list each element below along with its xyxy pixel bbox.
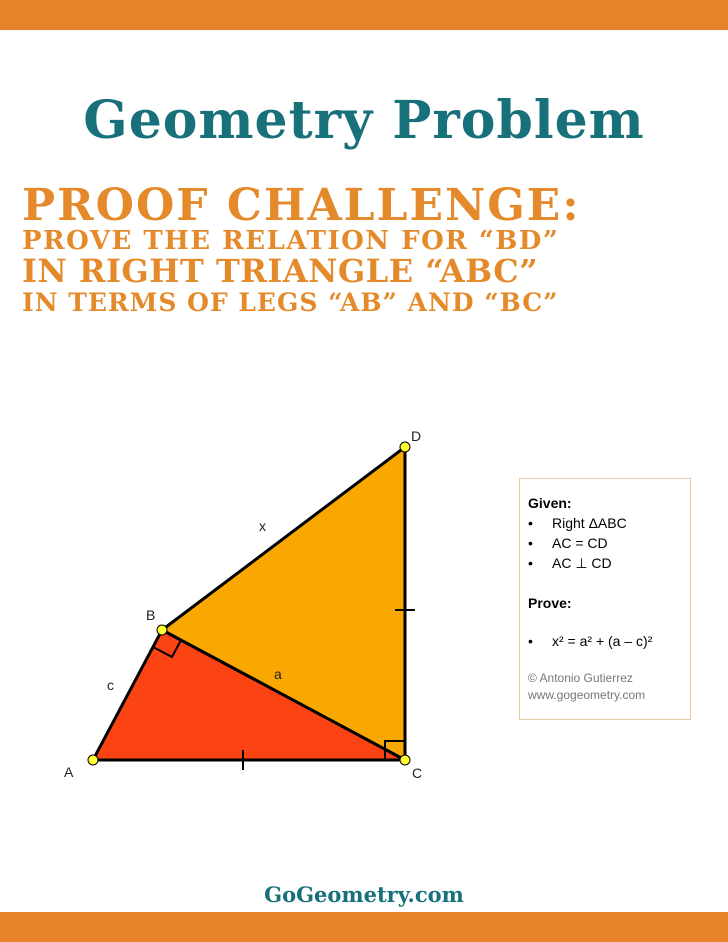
vertex-b (157, 625, 167, 635)
label-side-c: c (107, 677, 114, 693)
top-accent-bar (0, 0, 728, 30)
label-b: B (146, 607, 156, 623)
prove-heading: Prove: (528, 595, 572, 611)
page-title: Geometry Problem (83, 90, 645, 151)
given-item: • AC = CD (528, 535, 608, 551)
subtitle-line-2: PROVE THE RELATION FOR “BD” (22, 226, 560, 256)
footer-site-link[interactable]: GoGeometry.com (264, 882, 464, 907)
label-side-a: a (274, 666, 282, 682)
label-side-x: x (259, 518, 266, 534)
label-c: C (412, 765, 423, 781)
subtitle-line-1: PROOF CHALLENGE: (22, 180, 581, 231)
subtitle-line-4: IN TERMS OF LEGS “AB” AND “BC” (22, 288, 559, 317)
label-a: A (64, 764, 74, 780)
bottom-accent-bar (0, 912, 728, 942)
triangle-diagram (0, 400, 500, 800)
given-heading: Given: (528, 495, 572, 511)
subtitle-line-3: IN RIGHT TRIANGLE “ABC” (22, 252, 539, 290)
given-prove-box (519, 478, 691, 720)
vertex-d (400, 442, 410, 452)
given-item: • AC ⊥ CD (528, 555, 612, 571)
given-item: • Right ΔABC (528, 515, 627, 531)
vertex-a (88, 755, 98, 765)
prove-item: • x² = a² + (a – c)² (528, 633, 653, 649)
credit-website: www.gogeometry.com (528, 688, 646, 702)
credit-author: © Antonio Gutierrez (528, 671, 633, 685)
vertex-c (400, 755, 410, 765)
label-d: D (411, 428, 422, 444)
